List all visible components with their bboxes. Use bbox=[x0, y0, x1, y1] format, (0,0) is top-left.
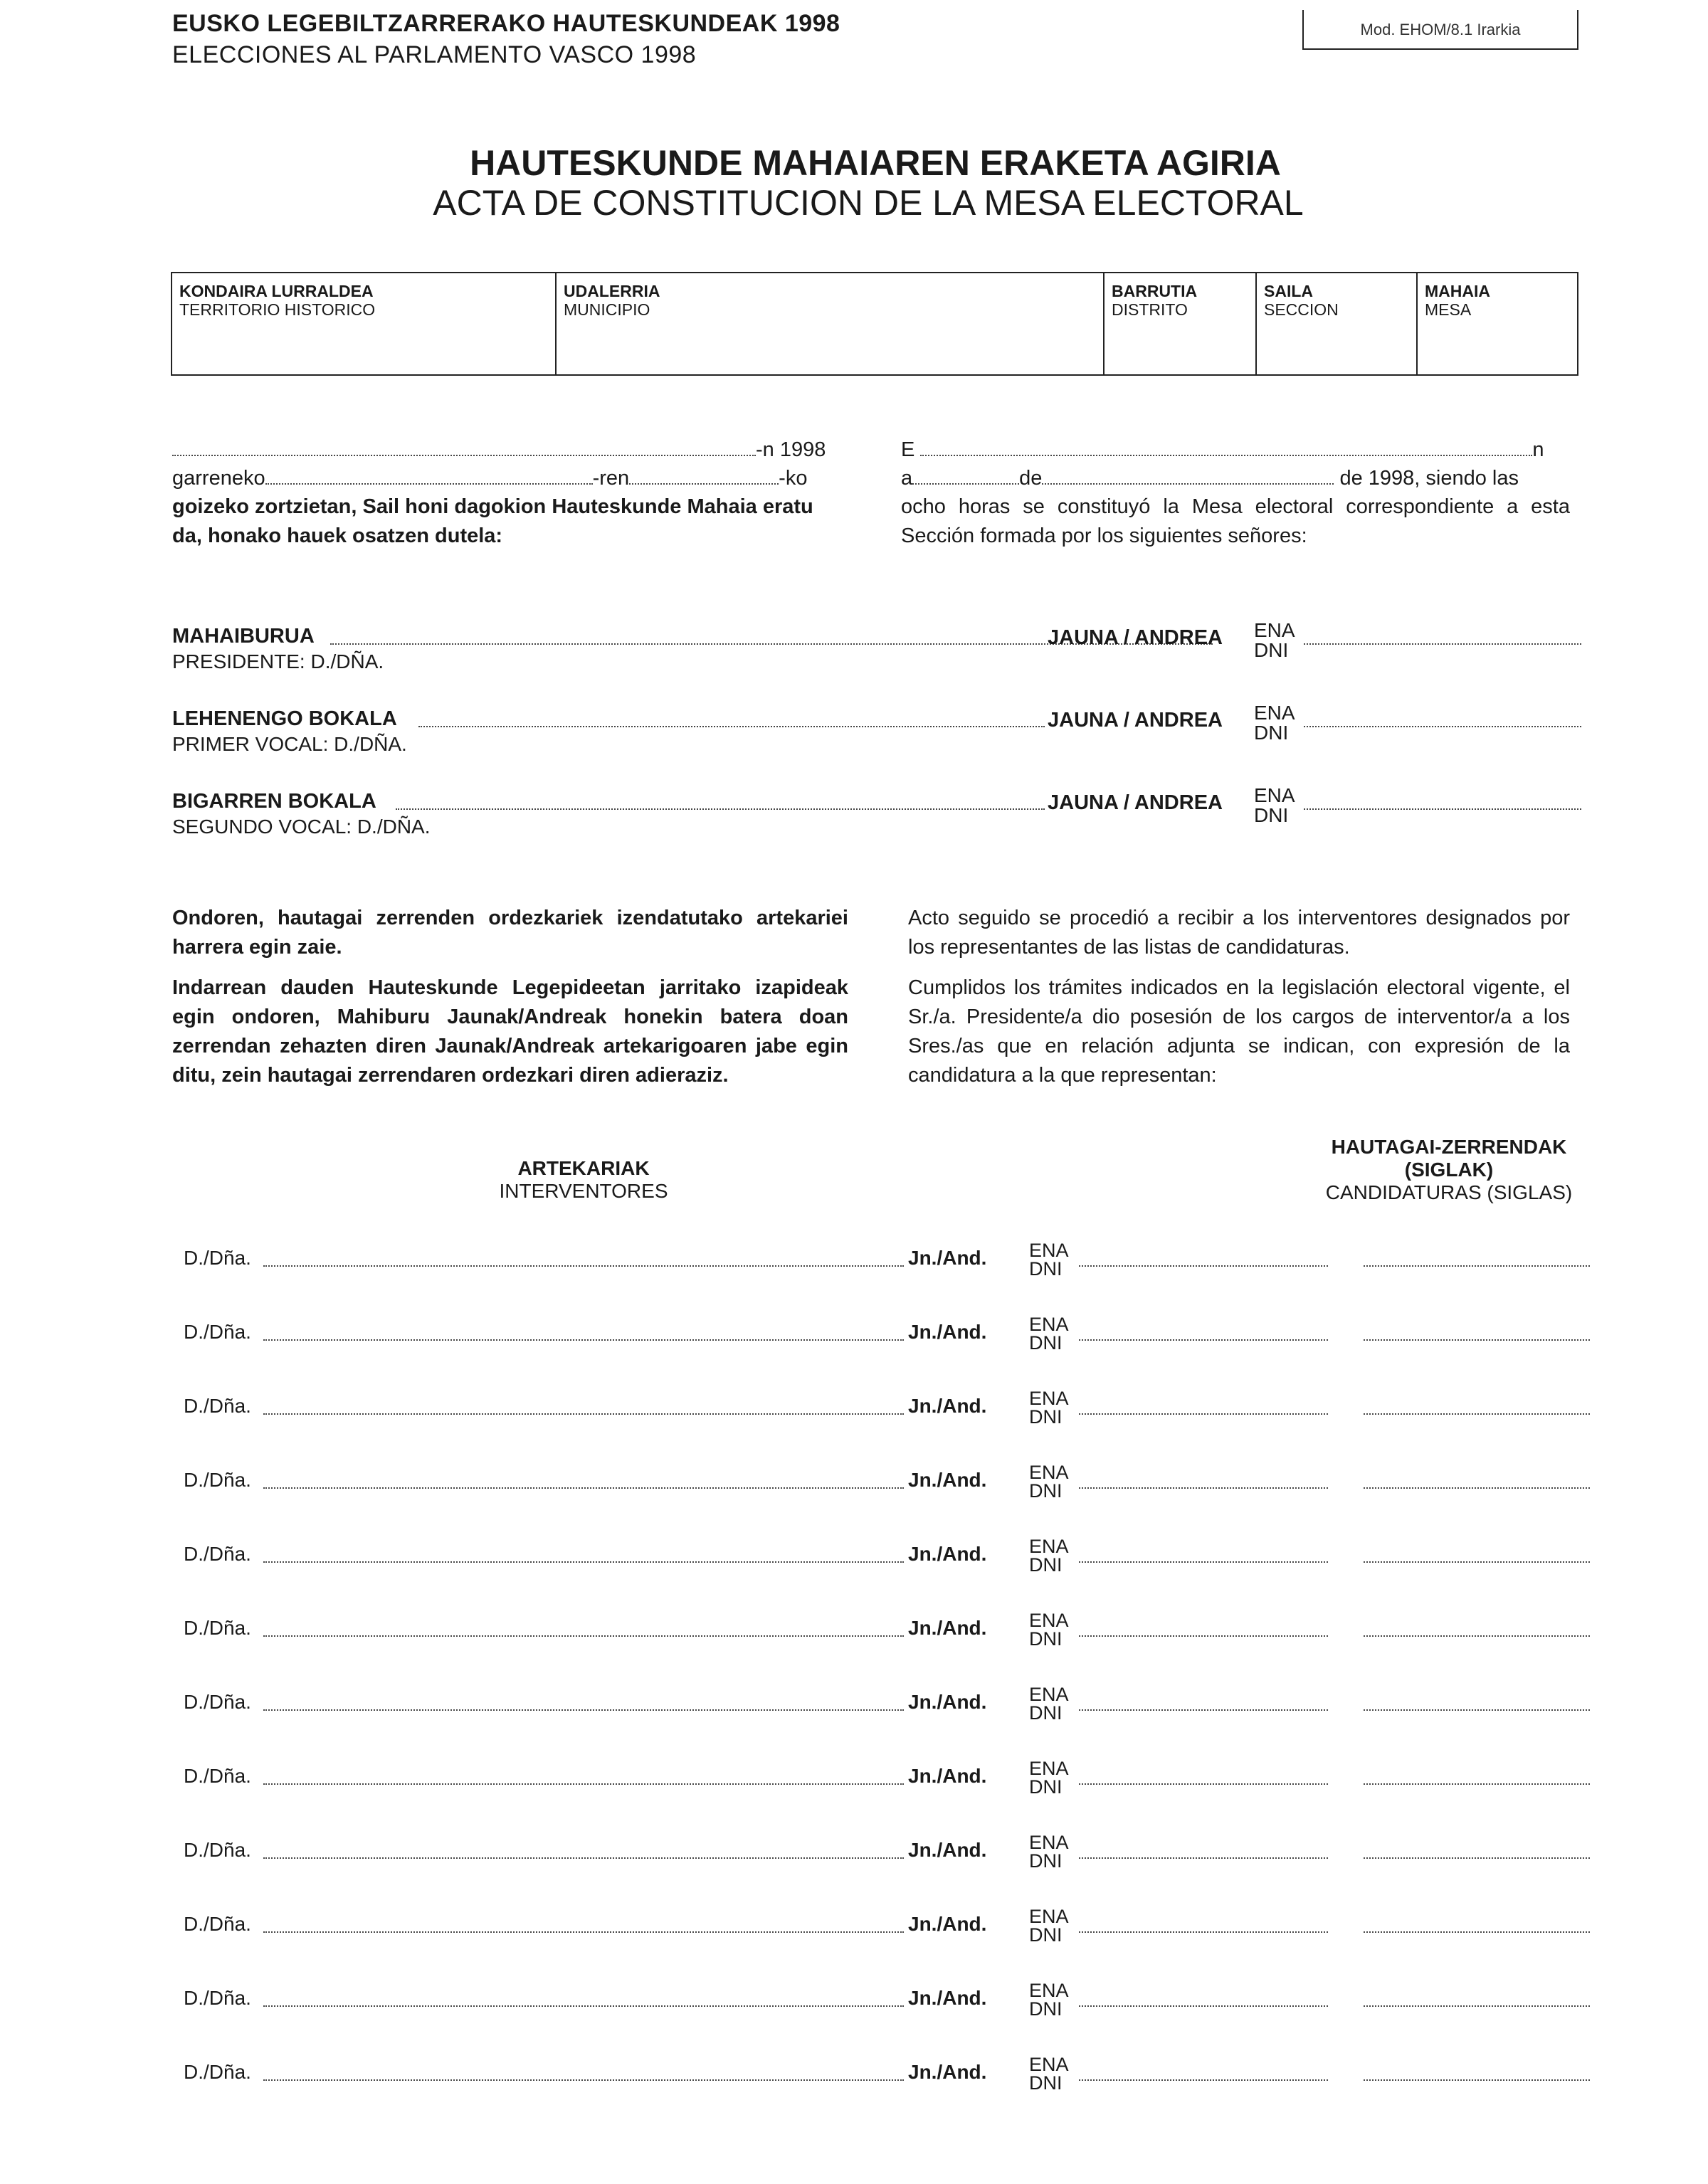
interventor-ena: ENA bbox=[1029, 1240, 1069, 1261]
interventor-jn-and: Jn./And. bbox=[908, 1691, 987, 1713]
president-label-eu: MAHAIBURUA bbox=[172, 625, 315, 648]
second-vocal-dni-blank[interactable] bbox=[1304, 793, 1581, 810]
interventors-heading-es: INTERVENTORES bbox=[499, 1180, 668, 1202]
municipality-label-eu: UDALERRIA bbox=[564, 282, 660, 300]
interventor-row bbox=[0, 1684, 1708, 1741]
paragraph-eu-2: Indarrean dauden Hauteskunde Legepideetan jarritako izapideak egin ondoren, Mahiburu Jaunak/Andreak honekin batera doan zerrendan zehazten diren Jaunak/Andreak artekarigoaren jabe egin ditu, zein hautagai zerrendaren ordezkari diren adieraziz. bbox=[172, 976, 848, 1087]
interventor-prefix: D./Dña. bbox=[184, 1543, 251, 1565]
intro-eu-year: -n 1998 bbox=[756, 438, 826, 461]
interventor-dni: DNI bbox=[1029, 1406, 1063, 1428]
interventor-ena: ENA bbox=[1029, 1906, 1069, 1927]
section-field[interactable] bbox=[1257, 273, 1418, 374]
intro-eu-line1 bbox=[172, 436, 847, 465]
interventor-prefix: D./Dña. bbox=[184, 1247, 251, 1269]
interventor-dni: DNI bbox=[1029, 2072, 1063, 2094]
interventor-row bbox=[0, 1758, 1708, 1815]
municipality-label-es: MUNICIPIO bbox=[564, 300, 650, 319]
interventor-dni-blank[interactable] bbox=[1079, 1561, 1328, 1563]
interventor-dni-blank[interactable] bbox=[1079, 1265, 1328, 1267]
header-title-eu: EUSKO LEGEBILTZARRERAKO HAUTESKUNDEAK 1998 bbox=[172, 10, 840, 37]
interventors-heading bbox=[399, 1157, 769, 1203]
district-label-es: DISTRITO bbox=[1112, 300, 1188, 319]
interventor-dni-blank[interactable] bbox=[1079, 1783, 1328, 1785]
interventor-jn-and: Jn./And. bbox=[908, 1765, 987, 1787]
intro-eu-ren: -ren bbox=[592, 467, 630, 490]
interventor-dni: DNI bbox=[1029, 1850, 1063, 1872]
first-vocal-name-blank[interactable] bbox=[418, 710, 1045, 727]
first-vocal-ena: ENA bbox=[1254, 702, 1295, 724]
interventor-dni: DNI bbox=[1029, 1554, 1063, 1576]
interventor-jn-and: Jn./And. bbox=[908, 1469, 987, 1491]
first-vocal-label-es: PRIMER VOCAL: D./DÑA. bbox=[172, 733, 407, 755]
interventor-row bbox=[0, 1610, 1708, 1667]
interventor-ena-dni bbox=[1029, 1537, 1069, 1574]
first-vocal-dni: DNI bbox=[1254, 722, 1289, 744]
interventor-ena: ENA bbox=[1029, 1832, 1069, 1853]
interventors-heading-eu: ARTEKARIAK bbox=[517, 1157, 650, 1179]
candidature-blank[interactable] bbox=[1364, 1635, 1590, 1637]
member-second-vocal bbox=[172, 784, 1588, 840]
interventor-dni: DNI bbox=[1029, 1628, 1063, 1650]
president-label-es: PRESIDENTE: D./DÑA. bbox=[172, 650, 384, 672]
interventor-dni-blank[interactable] bbox=[1079, 1413, 1328, 1415]
candidatures-heading-eu-1: HAUTAGAI-ZERRENDAK bbox=[1331, 1136, 1567, 1158]
territory-label-es: TERRITORIO HISTORICO bbox=[179, 300, 376, 319]
interventor-dni: DNI bbox=[1029, 1998, 1063, 2020]
day-es-blank[interactable] bbox=[912, 468, 1019, 485]
interventor-ena-dni bbox=[1029, 1611, 1069, 1648]
table-label-eu: MAHAIA bbox=[1425, 282, 1490, 300]
month-es-blank[interactable] bbox=[1042, 468, 1334, 485]
candidature-blank[interactable] bbox=[1364, 1487, 1590, 1489]
interventor-row bbox=[0, 1314, 1708, 1371]
intro-es-a: a bbox=[901, 467, 913, 490]
interventor-prefix: D./Dña. bbox=[184, 1691, 251, 1713]
interventor-name-blank[interactable] bbox=[263, 2079, 904, 2081]
candidature-blank[interactable] bbox=[1364, 1413, 1590, 1415]
second-vocal-jauna: JAUNA / ANDREA bbox=[1048, 791, 1223, 814]
paragraph-es-1: Acto seguido se procedió a recibir a los interventores designados por los representantes de las listas de candidaturas. bbox=[908, 907, 1570, 959]
table-field[interactable] bbox=[1418, 273, 1578, 374]
president-dni: DNI bbox=[1254, 639, 1289, 661]
paragraph-es-2: Cumplidos los trámites indicados en la legislación electoral vigente, el Sr./a. Presidente/a dio posesión de los cargos de interventor/a a los Sres./as que en relación adjunta se indican, con expresión de la candidatura a la que representan: bbox=[908, 976, 1570, 1087]
document-title-es: ACTA DE CONSTITUCION DE LA MESA ELECTORAL bbox=[433, 183, 1304, 223]
interventor-name-blank[interactable] bbox=[263, 1487, 904, 1489]
interventor-ena: ENA bbox=[1029, 1536, 1069, 1557]
interventor-name-blank[interactable] bbox=[263, 1783, 904, 1785]
paragraph-eu-1: Ondoren, hautagai zerrenden ordezkariek izendatutako artekariei harrera egin zaie. bbox=[172, 907, 848, 959]
candidature-blank[interactable] bbox=[1364, 1709, 1590, 1711]
interventor-name-blank[interactable] bbox=[263, 1339, 904, 1341]
interventor-ena: ENA bbox=[1029, 1758, 1069, 1779]
interventor-jn-and: Jn./And. bbox=[908, 1395, 987, 1417]
first-vocal-label-eu: LEHENENGO BOKALA bbox=[172, 707, 397, 730]
interventor-dni-blank[interactable] bbox=[1079, 1857, 1328, 1859]
interventor-dni-blank[interactable] bbox=[1079, 1635, 1328, 1637]
interventor-jn-and: Jn./And. bbox=[908, 1839, 987, 1861]
candidature-blank[interactable] bbox=[1364, 1857, 1590, 1859]
interventor-jn-and: Jn./And. bbox=[908, 1617, 987, 1639]
interventor-row bbox=[0, 1240, 1708, 1297]
interventor-prefix: D./Dña. bbox=[184, 1321, 251, 1343]
interventor-jn-and: Jn./And. bbox=[908, 2061, 987, 2083]
interventor-ena-dni bbox=[1029, 1241, 1069, 1278]
candidature-blank[interactable] bbox=[1364, 1339, 1590, 1341]
second-vocal-label-eu: BIGARREN BOKALA bbox=[172, 790, 376, 813]
interventor-prefix: D./Dña. bbox=[184, 1987, 251, 2009]
table-label-es: MESA bbox=[1425, 300, 1472, 319]
interventor-prefix: D./Dña. bbox=[184, 1617, 251, 1639]
second-vocal-ena: ENA bbox=[1254, 784, 1295, 806]
section-label-es: SECCION bbox=[1264, 300, 1339, 319]
day-eu-blank[interactable] bbox=[265, 468, 593, 485]
interventor-dni: DNI bbox=[1029, 1480, 1063, 1502]
interventor-row bbox=[0, 1906, 1708, 1963]
candidature-blank[interactable] bbox=[1364, 1783, 1590, 1785]
intro-es-line2 bbox=[901, 464, 1584, 493]
interventor-name-blank[interactable] bbox=[263, 2005, 904, 2007]
intro-eu-ko: -ko bbox=[779, 467, 808, 490]
intro-eu-text: goizeko zortzietan, Sail honi dagokion Hauteskunde Mahaia eratu da, honako hauek osatzen dutela: bbox=[172, 495, 813, 547]
district-field[interactable] bbox=[1105, 273, 1257, 374]
interventor-dni-blank[interactable] bbox=[1079, 1709, 1328, 1711]
month-eu-blank[interactable] bbox=[629, 468, 779, 485]
interventor-name-blank[interactable] bbox=[263, 1635, 904, 1637]
interventor-jn-and: Jn./And. bbox=[908, 1913, 987, 1935]
interventor-row bbox=[0, 2054, 1708, 2111]
intro-eu-line2 bbox=[172, 464, 847, 493]
interventor-jn-and: Jn./And. bbox=[908, 1543, 987, 1565]
interventor-name-blank[interactable] bbox=[263, 1857, 904, 1859]
interventor-name-blank[interactable] bbox=[263, 1931, 904, 1933]
intro-es-year: de 1998, siendo las bbox=[1339, 467, 1519, 490]
interventor-ena: ENA bbox=[1029, 1388, 1069, 1409]
interventor-row bbox=[0, 1980, 1708, 2037]
intro-es-e: E bbox=[901, 438, 915, 461]
interventor-ena: ENA bbox=[1029, 1610, 1069, 1631]
interventor-jn-and: Jn./And. bbox=[908, 1247, 987, 1269]
interventor-ena-dni bbox=[1029, 1463, 1069, 1500]
interventor-dni-blank[interactable] bbox=[1079, 1931, 1328, 1933]
interventor-prefix: D./Dña. bbox=[184, 1395, 251, 1417]
document-title-eu: HAUTESKUNDE MAHAIAREN ERAKETA AGIRIA bbox=[470, 143, 1281, 183]
interventor-dni-blank[interactable] bbox=[1079, 1487, 1328, 1489]
interventor-ena-dni bbox=[1029, 1389, 1069, 1426]
president-dni-blank[interactable] bbox=[1304, 628, 1581, 645]
intro-eu-garreneko: garreneko bbox=[172, 467, 265, 490]
candidatures-heading bbox=[1307, 1136, 1591, 1204]
interventor-ena: ENA bbox=[1029, 1314, 1069, 1335]
place-es-blank[interactable] bbox=[920, 439, 1532, 456]
candidatures-heading-eu-2: (SIGLAK) bbox=[1404, 1159, 1494, 1181]
candidature-blank[interactable] bbox=[1364, 2005, 1590, 2007]
district-label-eu: BARRUTIA bbox=[1112, 282, 1198, 300]
interventor-dni-blank[interactable] bbox=[1079, 1339, 1328, 1341]
second-vocal-name-blank[interactable] bbox=[396, 793, 1045, 810]
interventor-prefix: D./Dña. bbox=[184, 1839, 251, 1861]
model-code-box: Mod. EHOM/8.1 Irarkia bbox=[1302, 10, 1578, 50]
location-table bbox=[171, 272, 1578, 376]
interventor-prefix: D./Dña. bbox=[184, 2061, 251, 2083]
candidatures-heading-es: CANDIDATURAS (SIGLAS) bbox=[1325, 1181, 1573, 1203]
interventor-name-blank[interactable] bbox=[263, 1709, 904, 1711]
intro-es-text: ocho horas se constituyó la Mesa electoral correspondiente a esta Sección formada por los siguientes señores: bbox=[901, 495, 1570, 547]
president-jauna: JAUNA / ANDREA bbox=[1048, 626, 1223, 649]
second-vocal-dni: DNI bbox=[1254, 804, 1289, 826]
first-vocal-jauna: JAUNA / ANDREA bbox=[1048, 709, 1223, 732]
section-label-eu: SAILA bbox=[1264, 282, 1313, 300]
interventor-dni-blank[interactable] bbox=[1079, 2079, 1328, 2081]
interventor-dni: DNI bbox=[1029, 1332, 1063, 1354]
interventor-dni: DNI bbox=[1029, 1258, 1063, 1280]
interventor-prefix: D./Dña. bbox=[184, 1469, 251, 1491]
candidature-blank[interactable] bbox=[1364, 1265, 1590, 1267]
territory-label-eu: KONDAIRA LURRALDEA bbox=[179, 282, 374, 300]
candidature-blank[interactable] bbox=[1364, 2079, 1590, 2081]
interventor-ena-dni bbox=[1029, 1759, 1069, 1796]
intro-es-n: n bbox=[1532, 438, 1544, 461]
intro-es-line1 bbox=[901, 436, 1570, 465]
interventor-ena-dni bbox=[1029, 2055, 1069, 2092]
intro-es-de: de bbox=[1019, 467, 1043, 490]
interventor-jn-and: Jn./And. bbox=[908, 1321, 987, 1343]
interventor-dni: DNI bbox=[1029, 1702, 1063, 1724]
interventor-name-blank[interactable] bbox=[263, 1561, 904, 1563]
second-vocal-label-es: SEGUNDO VOCAL: D./DÑA. bbox=[172, 816, 431, 838]
interventor-ena-dni bbox=[1029, 1981, 1069, 2018]
interventor-ena-dni bbox=[1029, 1685, 1069, 1722]
date-eu-blank[interactable] bbox=[172, 439, 756, 456]
interventor-prefix: D./Dña. bbox=[184, 1765, 251, 1787]
interventor-ena: ENA bbox=[1029, 2054, 1069, 2075]
candidature-blank[interactable] bbox=[1364, 1561, 1590, 1563]
interventor-prefix: D./Dña. bbox=[184, 1913, 251, 1935]
interventor-dni-blank[interactable] bbox=[1079, 2005, 1328, 2007]
interventor-row bbox=[0, 1832, 1708, 1889]
municipality-field[interactable] bbox=[557, 273, 1105, 374]
interventor-ena-dni bbox=[1029, 1907, 1069, 1944]
header-title-es: ELECCIONES AL PARLAMENTO VASCO 1998 bbox=[172, 41, 697, 68]
interventor-row bbox=[0, 1462, 1708, 1519]
interventor-name-blank[interactable] bbox=[263, 1413, 904, 1415]
member-first-vocal bbox=[172, 702, 1588, 757]
interventor-ena: ENA bbox=[1029, 1980, 1069, 2001]
interventor-row bbox=[0, 1388, 1708, 1445]
interventor-name-blank[interactable] bbox=[263, 1265, 904, 1267]
member-president bbox=[172, 619, 1588, 675]
interventor-jn-and: Jn./And. bbox=[908, 1987, 987, 2009]
territory-field[interactable] bbox=[172, 273, 557, 374]
interventor-ena: ENA bbox=[1029, 1684, 1069, 1705]
interventor-dni: DNI bbox=[1029, 1776, 1063, 1798]
candidature-blank[interactable] bbox=[1364, 1931, 1590, 1933]
first-vocal-dni-blank[interactable] bbox=[1304, 710, 1581, 727]
interventor-ena-dni bbox=[1029, 1315, 1069, 1352]
interventor-row bbox=[0, 1536, 1708, 1593]
president-ena: ENA bbox=[1254, 619, 1295, 641]
interventor-ena: ENA bbox=[1029, 1462, 1069, 1483]
interventor-ena-dni bbox=[1029, 1833, 1069, 1870]
interventor-dni: DNI bbox=[1029, 1924, 1063, 1946]
